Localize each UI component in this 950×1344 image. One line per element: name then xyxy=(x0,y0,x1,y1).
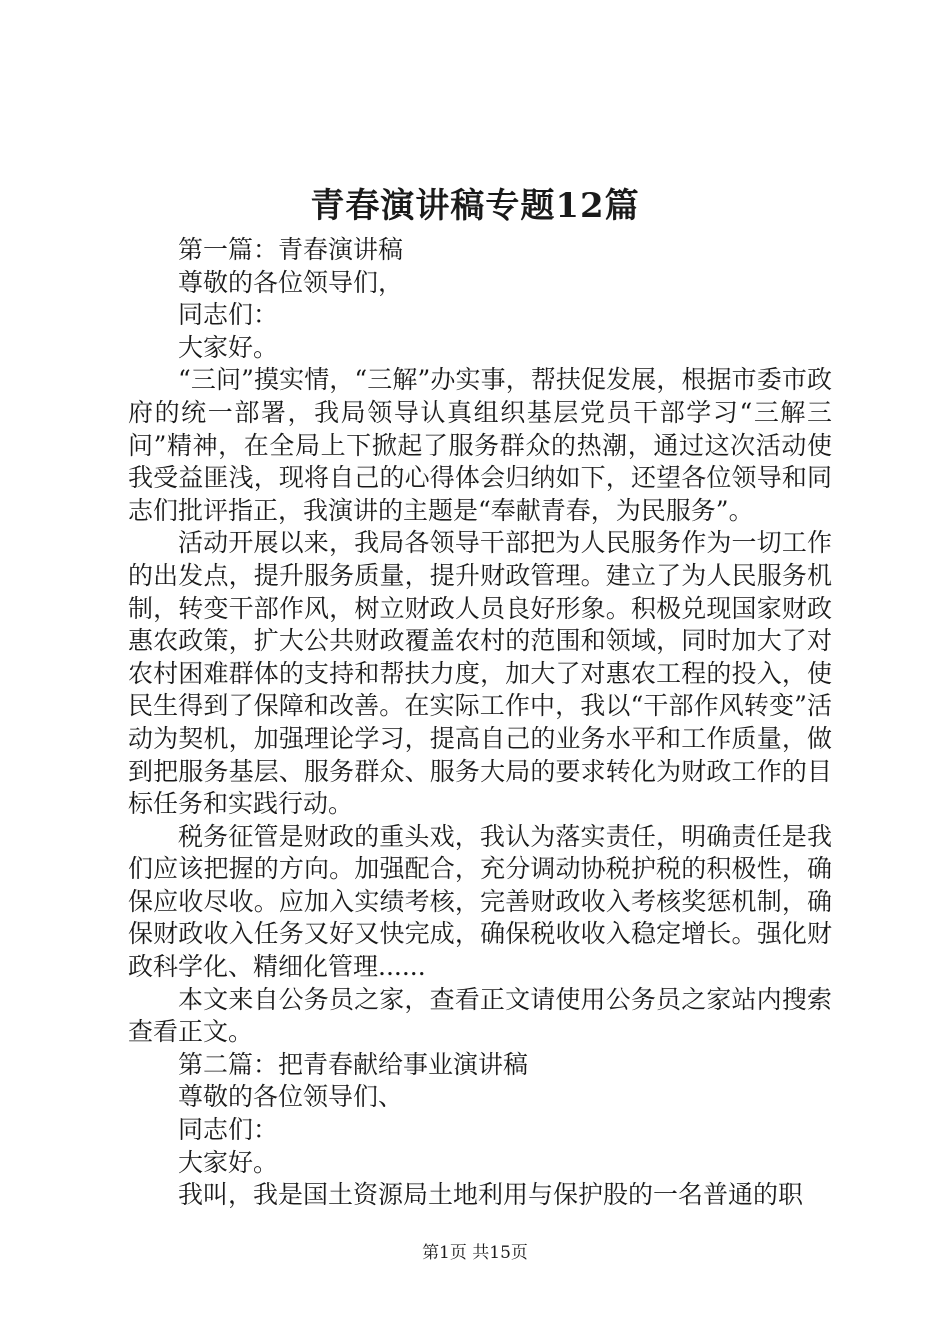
document-title: 青春演讲稿专题12篇 xyxy=(310,186,640,226)
document-body xyxy=(128,234,832,1212)
section-heading-2: 第二篇：把青春献给事业演讲稿 xyxy=(178,1049,529,1079)
section-heading-1: 第一篇：青春演讲稿 xyxy=(178,235,404,264)
body-paragraph: 我叫，我是国土资源局土地利用与保护股的一名普通的职 xyxy=(178,1180,804,1210)
greeting: 大家好。 xyxy=(178,1147,279,1177)
greeting: 大家好。 xyxy=(178,332,279,362)
salutation: 尊敬的各位领导们、 xyxy=(178,1082,404,1112)
salutation: 尊敬的各位领导们， xyxy=(178,267,404,297)
salutation: 同志们： xyxy=(178,300,279,330)
page-footer: 第1页 共15页 xyxy=(422,1243,528,1263)
source-note: 本文来自公务员之家，查看正文请使用公务员之家站内搜索查看正文。 xyxy=(128,984,832,1047)
body-paragraph: 活动开展以来，我局各领导干部把为人民服务作为一切工作的出发点，提升服务质量，提升财政管理。建立了为人民服务机制，转变干部作风，树立财政人员良好形象。积极兑现国家财政惠农政策，扩大公共财政覆盖农村的范围和领域，同时加大了对农村困难群体的支持和帮扶力度，加大了对惠农工程的投入，使民生得到了保障和改善。在实际工作中，我以“干部作风转变”活动为契机，加强理论学习，提高自己的业务水平和工作质量，做到把服务基层、服务群众、服务大局的要求转化为财政工作的目标任务和实践行动。 xyxy=(128,528,832,819)
body-paragraph: “三问”摸实情，“三解”办实事，帮扶促发展，根据市委市政府的统一部署，我局领导认真组织基层党员干部学习“三解三问”精神，在全局上下掀起了服务群众的热潮，通过这次活动使我受益匪浅，现将自己的心得体会归纳如下，还望各位领导和同志们批评指正，我演讲的主题是“奉献青春，为民服务”。 xyxy=(128,365,832,525)
salutation: 同志们： xyxy=(178,1115,279,1145)
body-paragraph: 税务征管是财政的重头戏，我认为落实责任，明确责任是我们应该把握的方向。加强配合，充分调动协税护税的积极性，确保应收尽收。应加入实绩考核，完善财政收入考核奖惩机制，确保财政收入任务又好又快完成，确保税收收入稳定增长。强化财政科学化、精细化管理...... xyxy=(128,821,832,982)
